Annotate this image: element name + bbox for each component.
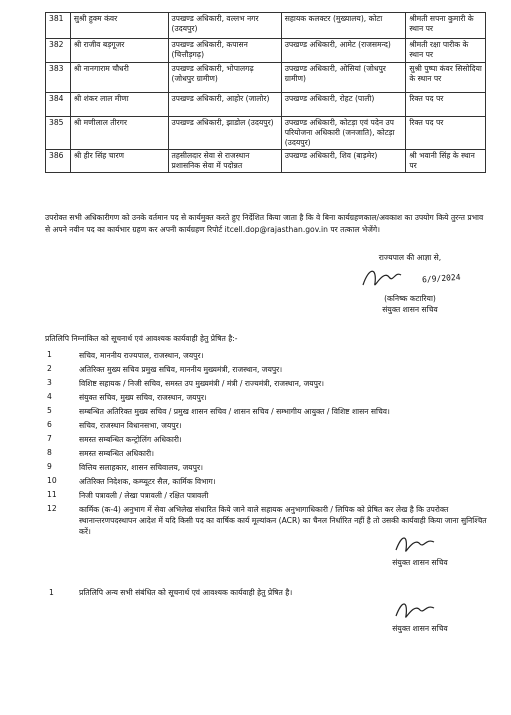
transfer-table (45, 12, 486, 173)
new-post-cell: उपखण्ड अधिकारी, ओसियां (जोधपुर ग्रामीण) (281, 63, 406, 93)
copy-item-text: समस्त सम्बन्धित कन्ट्रोलिंग अधिकारी। (79, 435, 182, 444)
current-post-cell: उपखण्ड अधिकारी, भोपालगढ़ (जोधपुर ग्रामीण) (168, 63, 281, 93)
table-row (46, 39, 486, 63)
row-number-cell: 385 (46, 117, 71, 150)
endorsement-text: प्रतिलिपि अन्य सभी संबंधित को सूचनार्थ एवं आवश्यक कार्यवाही हेतु प्रेषित है। (79, 588, 293, 597)
table-row (46, 63, 486, 93)
copy-item-text: वित्तिय सलाहकार, शासन सचिवालय, जयपुर। (79, 463, 203, 472)
signature-scribble-3 (390, 596, 450, 624)
copy-item-number: 6 (47, 420, 52, 429)
copy-item-number: 8 (47, 448, 52, 457)
remark-cell: रिक्त पद पर (406, 93, 486, 117)
signature-block-3 (350, 596, 490, 634)
signatory-designation: संयुक्त शासन सचिव (382, 305, 438, 314)
copy-item-number: 11 (47, 490, 57, 499)
row-number-cell: 384 (46, 93, 71, 117)
copy-item-text: अतिरिक्त निदेशक, कम्प्यूटर सैल, कार्मिक विभाग। (79, 477, 216, 486)
signatory-name: (कनिष्क कटारिया) (384, 294, 436, 303)
row-number-cell: 383 (46, 63, 71, 93)
copy-item-text: सचिव, माननीय राज्यपाल, राजस्थान, जयपुर। (79, 351, 204, 360)
copy-item-text: सचिव, राजस्थान विधानसभा, जयपुर। (79, 421, 182, 430)
remark-cell: श्रीमती रक्षा पारीक के स्थान पर (406, 39, 486, 63)
officer-name-cell: श्री राजीव बड़गूजर (70, 39, 168, 63)
current-post-cell: उपखण्ड अधिकारी, आहोर (जालोर) (168, 93, 281, 117)
row-number-cell: 382 (46, 39, 71, 63)
new-post-cell: उपखण्ड अधिकारी, शिव (बाड़मेर) (281, 150, 406, 173)
copy-item-text: सम्बन्धित अतिरिक्त मुख्य सचिव / प्रमुख शासन सचिव / शासन सचिव / सम्भागीय आयुक्त / विशिष्ट शासन सचिव। (79, 407, 390, 416)
copy-item-text: अतिरिक्त मुख्य सचिव प्रमुख सचिव, माननीय मुख्यमंत्री, राजस्थान, जयपुर। (79, 365, 283, 374)
officer-name-cell: श्री मणीलाल तीरगर (70, 117, 168, 150)
copy-item-text: निजी पत्रावली / लेखा पत्रावली / रक्षित पत्रावली (79, 491, 209, 500)
remark-cell: सुश्री पुष्पा कंवर सिसोदिया के स्थान पर (406, 63, 486, 93)
row-number-cell: 386 (46, 150, 71, 173)
copy-item-number: 1 (47, 350, 52, 359)
governor-order-line: राज्यपाल की आज्ञा से, (378, 253, 442, 262)
copy-item-number: 7 (47, 434, 52, 443)
remark-cell: रिक्त पद पर (406, 117, 486, 150)
table-row (46, 117, 486, 150)
officer-name-cell: श्री नानगाराम चौधरी (70, 63, 168, 93)
copy-item-number: 3 (47, 378, 52, 387)
copy-item-text: विशिष्ट सहायक / निजी सचिव, समस्त उप मुख्यमंत्री / मंत्री / राज्यमंत्री, राजस्थान, जयपुर। (79, 379, 324, 388)
officer-name-cell: सुश्री हुक्म कंवर (70, 13, 168, 39)
current-post-cell: तहसीलदार सेवा से राजस्थान प्रशासनिक सेवा में पदोन्नत (168, 150, 281, 173)
signatory-designation-2: संयुक्त शासन सचिव (392, 558, 448, 567)
new-post-cell: उपखण्ड अधिकारी, कोटड़ा एवं पदेन उप परियोजना अधिकारी (जनजाति), कोटड़ा (उदयपुर) (281, 117, 406, 150)
endorsement-number: 1 (49, 588, 54, 597)
signature-block (330, 252, 490, 315)
copy-item-number: 12 (47, 504, 57, 513)
signature-scribble-2 (390, 530, 450, 558)
copy-item-number: 9 (47, 462, 52, 471)
new-post-cell: सहायक कलक्टर (मुख्यालय), कोटा (281, 13, 406, 39)
copy-item-text: कार्मिक (क-4) अनुभाग में सेवा अभिलेख संधारित किये जाने वाले सहायक अनुभागाधिकारी / लिपिक को प्रेषित कर लेख है कि उपरोक्त स्थानान्तरणपदस्थापन आदेश में यदि किसी पद का वार्षिक कार्य मूल्यांकन (ACR) का चैनल निर्धारित नहीं है तो उसकी कार्यवाही किया जाना सुनिश्चित करें। (79, 505, 487, 536)
copy-item-number: 5 (47, 406, 52, 415)
officer-name-cell: श्री शंकर लाल मीणा (70, 93, 168, 117)
officer-name-cell: श्री हीर सिंह चारण (70, 150, 168, 173)
copy-item-number: 10 (47, 476, 57, 485)
row-number-cell: 381 (46, 13, 71, 39)
signature-date: 6/9/2024 (421, 272, 461, 285)
current-post-cell: उपखण्ड अधिकारी, वल्लभ नगर (उदयपुर) (168, 13, 281, 39)
signatory-designation-3: संयुक्त शासन सचिव (392, 624, 448, 633)
remark-cell: श्री भवानी सिंह के स्थान पर (406, 150, 486, 173)
signature-image (330, 263, 490, 293)
copy-item-text: समस्त सम्बन्धित अधिकारी। (79, 449, 154, 458)
table-row (46, 150, 486, 173)
instruction-paragraph: उपरोक्त सभी अधिकारीगण को उनके वर्तमान पद से कार्यमुक्त करते हुए निर्देशित किया जाता है कि वे बिना कार्यग्रहणकाल/अवकाश का उपयोग किये तुरन्त प्रभाव से अपने नवीन पद का कार्यभार ग्रहण कर अपनी कार्यग्रहण रिपोर्ट itcell.dop@rajasthan.gov.in पर तत्काल भेजेंगे। (45, 213, 484, 234)
table-row (46, 93, 486, 117)
current-post-cell: उपखण्ड अधिकारी, झाडोल (उदयपुर) (168, 117, 281, 150)
copy-intro: प्रतिलिपि निम्नांकित को सूचनार्थ एवं आवश्यक कार्यवाही हेतु प्रेषित है:- (45, 334, 238, 343)
new-post-cell: उपखण्ड अधिकारी, रोहट (पाली) (281, 93, 406, 117)
copy-item-text: संयुक्त सचिव, मुख्य सचिव, राजस्थान, जयपुर। (79, 393, 207, 402)
copy-item-number: 4 (47, 392, 52, 401)
remark-cell: श्रीमती सपना कुमारी के स्थान पर (406, 13, 486, 39)
new-post-cell: उपखण्ड अधिकारी, आमेट (राजसमन्द) (281, 39, 406, 63)
table-row (46, 13, 486, 39)
copy-item-number: 2 (47, 364, 52, 373)
transfer-table-body (46, 13, 486, 173)
current-post-cell: उपखण्ड अधिकारी, कपासन (चित्तौड़गढ़) (168, 39, 281, 63)
signature-block-2 (350, 530, 490, 568)
